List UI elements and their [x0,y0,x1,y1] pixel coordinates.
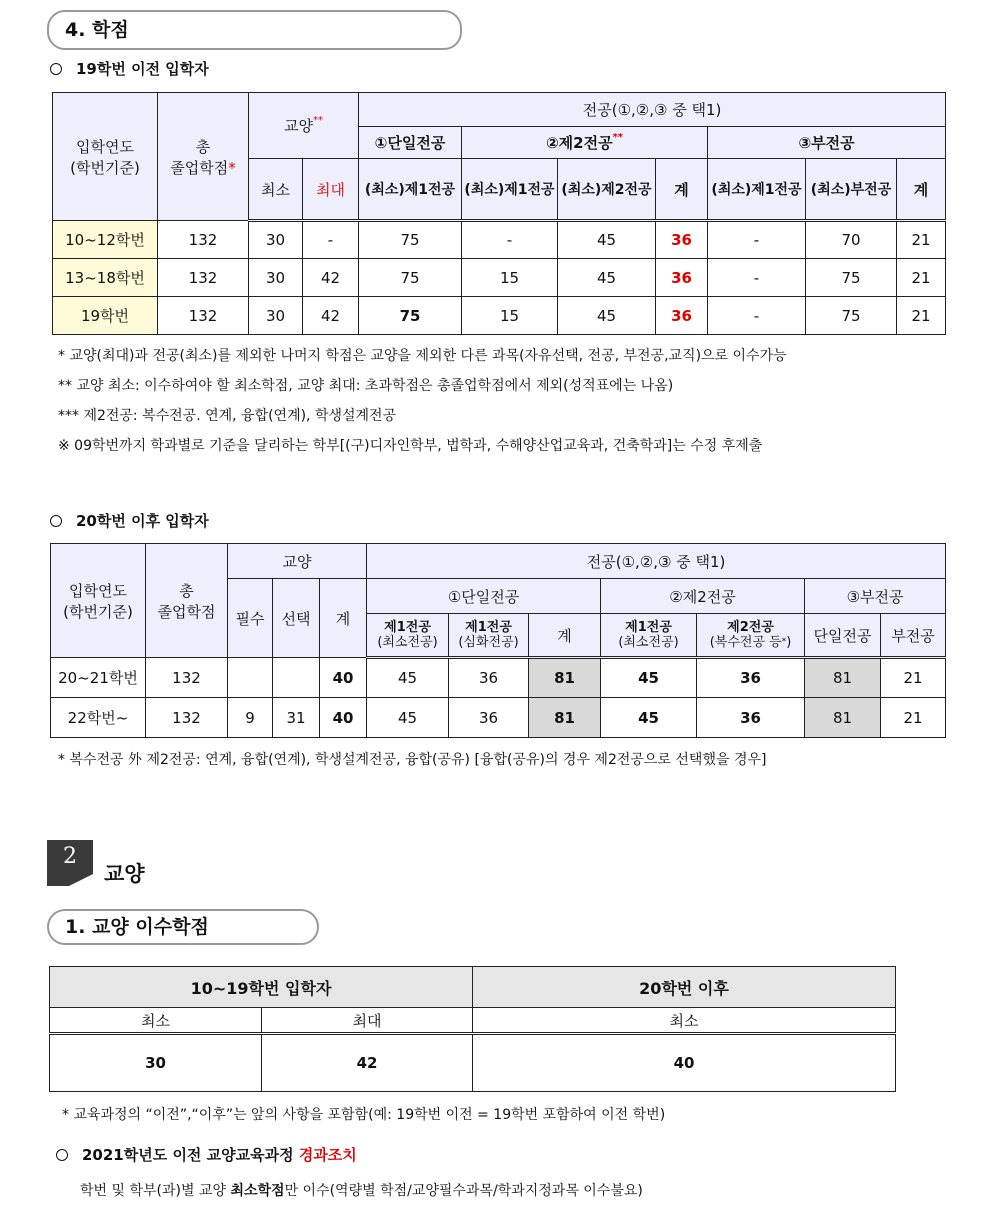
header-year-sub: (학번기준) [70,158,140,177]
subheading-red-text: 경과조치 [298,1146,357,1164]
header-s1: 제1전공 (최소전공) [367,614,449,658]
header-d2: 제2전공 (복수전공 등*) [697,614,805,658]
header-d1: 제1전공 (최소전공) [601,614,697,658]
cell: 15 [462,297,558,335]
subheading-text: 20학번 이후 입학자 [76,512,209,530]
note-1: * 교양(최대)과 전공(최소)를 제외한 나머지 학점은 교양을 제외한 다른 과목(자유선택, 전공, 부전공,교직)으로 이수가능 [58,348,787,364]
cell: 36 [449,698,529,738]
cell: 75 [806,259,897,297]
cell: 15 [462,259,558,297]
cell: 9 [228,698,273,738]
header-gyoyang: 교양 [228,544,367,579]
header-10-19: 10~19학번 입학자 [50,967,473,1008]
cell-sum: 36 [656,221,708,259]
subheading-text: 2021학년도 이전 교양교육과정 [82,1146,294,1164]
section-number-badge [47,840,93,886]
header-gyoyang-label: 교양 [284,117,313,135]
table-row [51,698,946,738]
header-year [53,93,158,221]
cell: - [303,221,359,259]
cell: 75 [359,259,462,297]
header-total-mark: * [228,158,236,177]
header-major: 전공(①,②,③ 중 택1) [367,544,946,579]
cell: 30 [249,297,303,335]
cell: 132 [146,658,228,698]
cell: 81 [529,698,601,738]
header-max: 최대 [303,159,359,221]
cell: 30 [50,1034,262,1092]
subheading-2021 [56,1144,357,1165]
section-heading: 교양 [104,862,145,886]
subheading-before-19 [50,58,209,79]
cell: 21 [897,297,946,335]
header-single-major: ①단일전공 [359,127,462,159]
header-total-label2: 졸업학점 [157,602,216,621]
cell: 42 [303,259,359,297]
header-minor: ③부전공 [708,127,946,159]
header-total-label2: 졸업학점 [170,158,229,177]
header-min-2: 최소 [473,1008,896,1034]
circle-bullet-icon [50,63,62,75]
cell: 45 [558,259,656,297]
header-year [51,544,146,658]
header-year-sub: (학번기준) [63,602,133,621]
last-line: 학번 및 학부(과)별 교양 최소학점만 이수(역량별 학점/교양필수과목/학과지정과목 이수불요) [80,1183,643,1199]
header-after-20: 20학번 이후 [473,967,896,1008]
header-c1: (최소)제1전공 [359,159,462,221]
header-gyoyang [249,93,359,159]
cell: 132 [146,698,228,738]
cell: 40 [320,698,367,738]
cell: 45 [558,297,656,335]
header-c3: (최소)제2전공 [558,159,656,221]
subsection-title-pill [47,909,319,945]
cell: - [708,297,806,335]
cell: 21 [881,658,946,698]
note-2: ** 교양 최소: 이수하여야 할 최소학점, 교양 최대: 초과학점은 총졸업학점에서 제외(성적표에는 나옴) [58,378,674,394]
cell-sum: 36 [656,259,708,297]
cell: 21 [897,259,946,297]
header-total [158,93,249,221]
cell-year: 19학번 [53,297,158,335]
header-second-major: ②제2전공 [601,579,805,614]
header-second-major: ②제2전공** [462,127,708,159]
cell: 40 [320,658,367,698]
header-c5: (최소)제1전공 [708,159,806,221]
cell: 45 [367,698,449,738]
header-total [146,544,228,658]
cell: 81 [529,658,601,698]
header-m2: 부전공 [881,614,946,658]
cell: 75 [359,297,462,335]
cell [273,658,320,698]
header-minor: ③부전공 [805,579,946,614]
cell-year: 13~18학번 [53,259,158,297]
section-title-pill [47,10,462,50]
cell: 70 [806,221,897,259]
circle-bullet-icon [56,1149,68,1161]
header-single-major: ①단일전공 [367,579,601,614]
header-required: 필수 [228,579,273,658]
cell-year: 10~12학번 [53,221,158,259]
cell: - [462,221,558,259]
cell [228,658,273,698]
header-s3: 계 [529,614,601,658]
table-row [53,297,946,335]
header-major: 전공(①,②,③ 중 택1) [359,93,946,127]
cell: 42 [262,1034,473,1092]
cell: 45 [601,658,697,698]
cell: 31 [273,698,320,738]
subsection-title: 1. 교양 이수학점 [65,916,209,938]
header-sum: 계 [320,579,367,658]
cell-sum: 36 [656,297,708,335]
cell: 75 [359,221,462,259]
header-total-label: 총 [179,581,194,600]
cell: 81 [805,658,881,698]
cell: 21 [897,221,946,259]
subheading-text: 19학번 이전 입학자 [76,60,209,78]
cell: 45 [601,698,697,738]
credits-table-after-20 [50,543,946,738]
header-c7: 계 [897,159,946,221]
note-3: *** 제2전공: 복수전공. 연계, 융합(연계), 학생설계전공 [58,408,397,424]
cell: 45 [367,658,449,698]
cell: 36 [449,658,529,698]
header-c4: 계 [656,159,708,221]
cell: 21 [881,698,946,738]
cell: 81 [805,698,881,738]
header-m1: 단일전공 [805,614,881,658]
circle-bullet-icon [50,515,62,527]
cell: 36 [697,658,805,698]
header-c6: (최소)부전공 [806,159,897,221]
table-row [53,221,946,259]
header-year-label: 입학연도 [76,137,134,156]
cell: 30 [249,221,303,259]
header-gyoyang-mark: ** [313,115,323,126]
cell: 45 [558,221,656,259]
cell: 40 [473,1034,896,1092]
cell-year: 20~21학번 [51,658,146,698]
cell: 36 [697,698,805,738]
credits-table-before-19 [52,92,946,335]
cell: 30 [249,259,303,297]
section-title: 4. 학점 [65,19,129,41]
header-elective: 선택 [273,579,320,658]
cell: 132 [158,297,249,335]
header-max: 최대 [262,1008,473,1034]
header-year-label: 입학연도 [69,581,127,600]
cell: - [708,221,806,259]
cell: 132 [158,259,249,297]
header-min: 최소 [249,159,303,221]
cell-year: 22학번~ [51,698,146,738]
note-before-after: * 교육과정의 “이전”,“이후”는 앞의 사항을 포함함(예: 19학번 이전 = 19학번 포함하여 이전 학번) [62,1107,666,1123]
cell: 75 [806,297,897,335]
cell: 132 [158,221,249,259]
table-row [50,1034,896,1092]
header-min: 최소 [50,1008,262,1034]
header-s2: 제1전공 (심화전공) [449,614,529,658]
subheading-after-20 [50,510,209,531]
note-double-major: * 복수전공 外 제2전공: 연계, 융합(연계), 학생설계전공, 융합(공유) [융합(공유)의 경우 제2전공으로 선택했을 경우] [58,752,767,768]
header-total-label: 총 [195,137,211,156]
cell: - [708,259,806,297]
table-row [51,658,946,698]
cell: 42 [303,297,359,335]
section-number: 2 [63,844,77,869]
gyoyang-credits-table [49,966,896,1092]
note-4: ※ 09학번까지 학과별로 기준을 달리하는 학부[(구)디자인학부, 법학과, 수해양산업교육과, 건축학과]는 수정 후제출 [58,438,763,454]
table-row [53,259,946,297]
header-c2: (최소)제1전공 [462,159,558,221]
